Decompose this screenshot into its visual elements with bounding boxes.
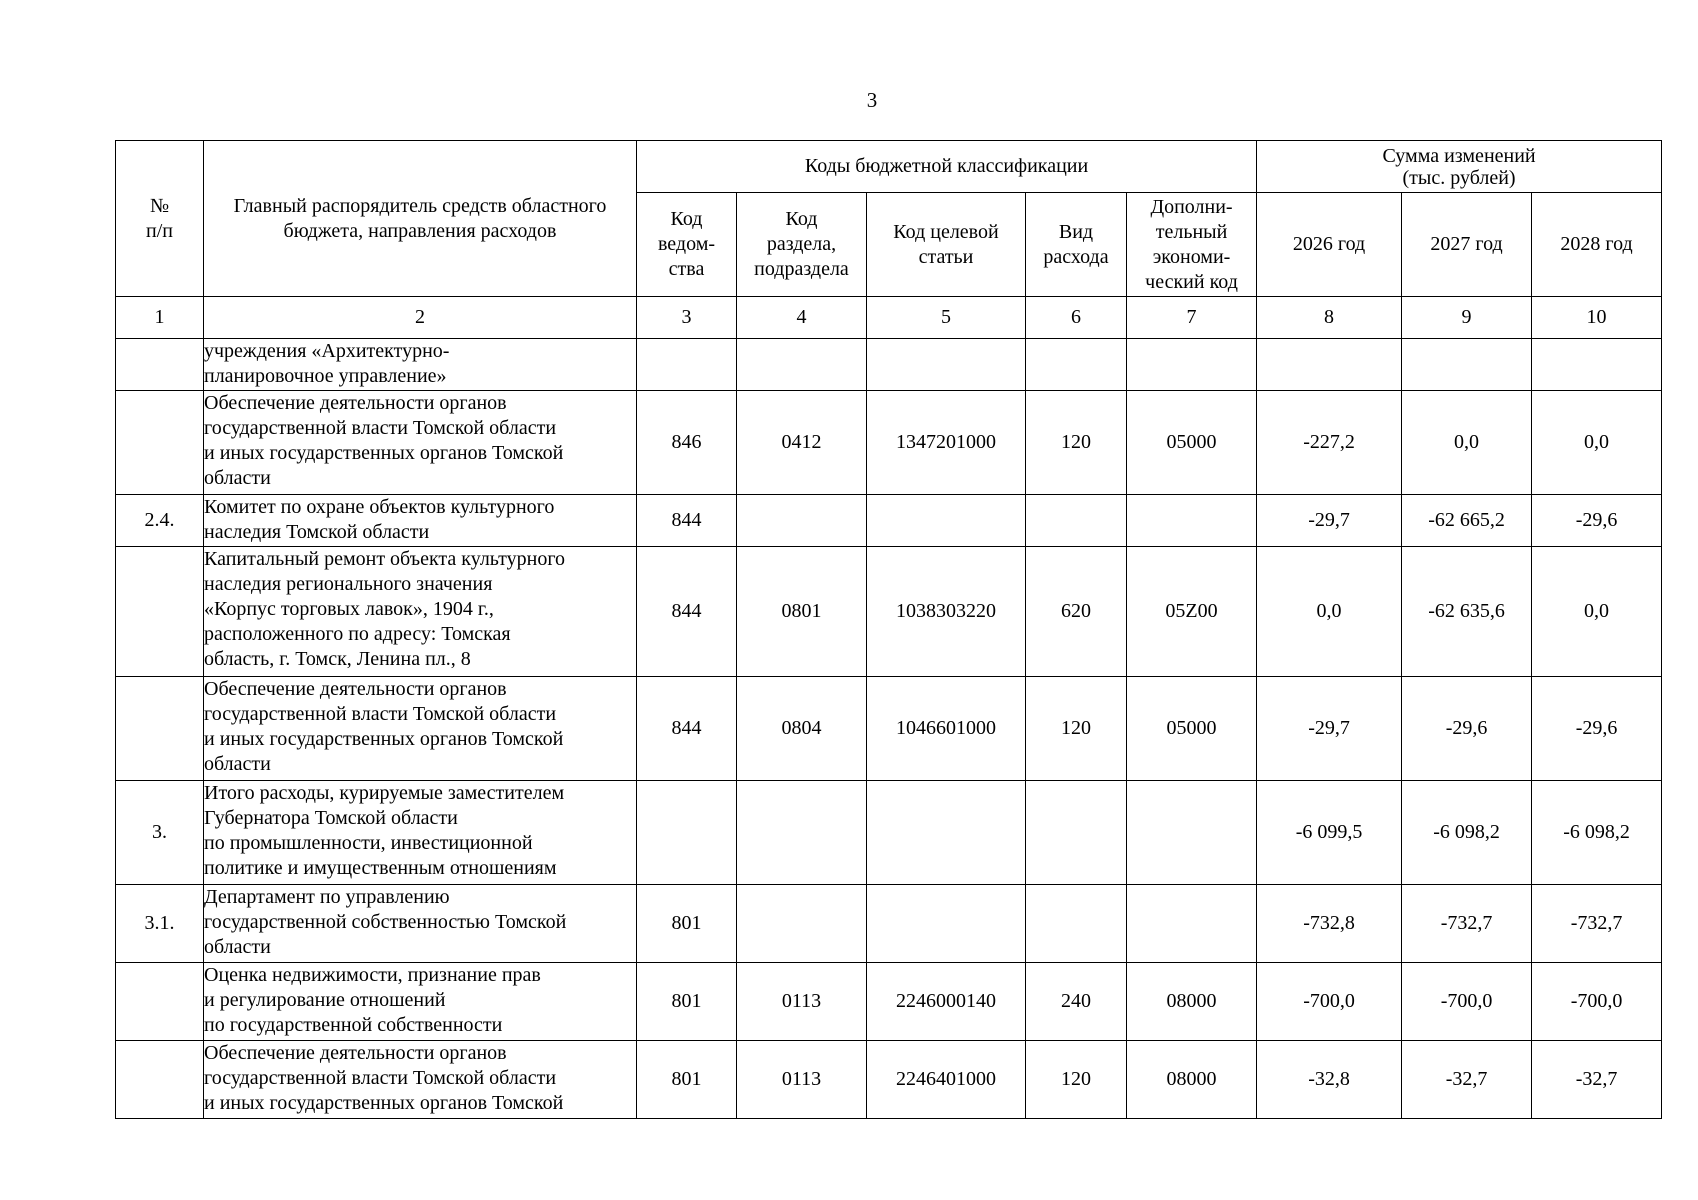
sum-2027-cell: -6 098,2: [1402, 781, 1532, 885]
table-row: [116, 885, 1662, 963]
row-number-cell: [116, 339, 204, 391]
sum-2028-cell: 0,0: [1532, 391, 1662, 495]
index-cell: 1: [116, 297, 204, 339]
sum-2026-cell: -29,7: [1257, 495, 1402, 547]
ved-code-cell: [637, 339, 737, 391]
sum-2026-cell: -732,8: [1257, 885, 1402, 963]
table-row: [116, 547, 1662, 677]
index-cell: 6: [1026, 297, 1127, 339]
sum-2027-cell: -732,7: [1402, 885, 1532, 963]
dop-code-cell: [1127, 495, 1257, 547]
table-row: [116, 495, 1662, 547]
row-name-cell: Капитальный ремонт объекта культурного наследия регионального значения «Корпус торговых лавок», 1904 г., расположенного по адресу: Томская область, г. Томск, Ленина пл., 8: [204, 547, 637, 677]
sum-2028-cell: -700,0: [1532, 963, 1662, 1041]
table-row: [116, 781, 1662, 885]
page-number: 3: [866, 88, 878, 112]
sum-2027-cell: -29,6: [1402, 677, 1532, 781]
dop-code-cell: 05000: [1127, 391, 1257, 495]
col-header-dop: Дополни- тельный экономи- ческий код: [1127, 193, 1257, 297]
col-header-ved: Код ведом- ства: [637, 193, 737, 297]
sum-2026-cell: -29,7: [1257, 677, 1402, 781]
sum-2028-cell: -32,7: [1532, 1041, 1662, 1119]
cel-code-cell: 2246000140: [867, 963, 1026, 1041]
sum-2028-cell: 0,0: [1532, 547, 1662, 677]
ved-code-cell: 801: [637, 885, 737, 963]
razdel-code-cell: [737, 885, 867, 963]
cel-code-cell: 2246401000: [867, 1041, 1026, 1119]
vid-code-cell: 120: [1026, 677, 1127, 781]
col-group-codes: Коды бюджетной классификации: [637, 141, 1257, 193]
table-row: [116, 339, 1662, 391]
sum-2026-cell: 0,0: [1257, 547, 1402, 677]
razdel-code-cell: [737, 339, 867, 391]
ved-code-cell: 844: [637, 495, 737, 547]
vid-code-cell: [1026, 885, 1127, 963]
razdel-code-cell: 0804: [737, 677, 867, 781]
row-number-cell: 2.4.: [116, 495, 204, 547]
sum-2027-cell: -700,0: [1402, 963, 1532, 1041]
ved-code-cell: 846: [637, 391, 737, 495]
sum-2027-cell: 0,0: [1402, 391, 1532, 495]
ved-code-cell: 844: [637, 547, 737, 677]
row-number-cell: [116, 677, 204, 781]
razdel-code-cell: 0113: [737, 963, 867, 1041]
dop-code-cell: [1127, 885, 1257, 963]
budget-changes-table: [115, 140, 1662, 1119]
sum-2027-cell: -62 665,2: [1402, 495, 1532, 547]
index-cell: 8: [1257, 297, 1402, 339]
index-cell: 3: [637, 297, 737, 339]
cel-code-cell: [867, 885, 1026, 963]
column-index-row: [116, 297, 1662, 339]
vid-code-cell: 120: [1026, 391, 1127, 495]
table-row: [116, 677, 1662, 781]
row-name-cell: Комитет по охране объектов культурного наследия Томской области: [204, 495, 637, 547]
vid-code-cell: 240: [1026, 963, 1127, 1041]
cel-code-cell: [867, 781, 1026, 885]
row-name-cell: Обеспечение деятельности органов государственной власти Томской области и иных государственных органов Томской области: [204, 677, 637, 781]
col-header-2026: 2026 год: [1257, 193, 1402, 297]
col-group-sum: Сумма изменений (тыс. рублей): [1257, 141, 1662, 193]
table-row: [116, 1041, 1662, 1119]
cel-code-cell: 1038303220: [867, 547, 1026, 677]
row-number-cell: 3.: [116, 781, 204, 885]
index-cell: 9: [1402, 297, 1532, 339]
vid-code-cell: [1026, 339, 1127, 391]
col-header-num: № п/п: [116, 141, 204, 297]
razdel-code-cell: 0412: [737, 391, 867, 495]
row-number-cell: [116, 963, 204, 1041]
col-header-vid: Вид расхода: [1026, 193, 1127, 297]
sum-2026-cell: [1257, 339, 1402, 391]
razdel-code-cell: [737, 781, 867, 885]
vid-code-cell: [1026, 495, 1127, 547]
cel-code-cell: [867, 495, 1026, 547]
index-cell: 7: [1127, 297, 1257, 339]
index-cell: 4: [737, 297, 867, 339]
col-header-2028: 2028 год: [1532, 193, 1662, 297]
sum-2028-cell: -29,6: [1532, 677, 1662, 781]
dop-code-cell: [1127, 339, 1257, 391]
row-number-cell: [116, 547, 204, 677]
vid-code-cell: [1026, 781, 1127, 885]
sum-2028-cell: -732,7: [1532, 885, 1662, 963]
sum-2026-cell: -32,8: [1257, 1041, 1402, 1119]
row-name-cell: Итого расходы, курируемые заместителем Губернатора Томской области по промышленности, инвестиционной политике и имущественным отношениям: [204, 781, 637, 885]
col-header-cel: Код целевой статьи: [867, 193, 1026, 297]
vid-code-cell: 120: [1026, 1041, 1127, 1119]
sum-2026-cell: -227,2: [1257, 391, 1402, 495]
dop-code-cell: 05Z00: [1127, 547, 1257, 677]
sum-2028-cell: -29,6: [1532, 495, 1662, 547]
sum-2028-cell: [1532, 339, 1662, 391]
row-name-cell: учреждения «Архитектурно- планировочное управление»: [204, 339, 637, 391]
ved-code-cell: 801: [637, 1041, 737, 1119]
dop-code-cell: 08000: [1127, 1041, 1257, 1119]
sum-2026-cell: -6 099,5: [1257, 781, 1402, 885]
dop-code-cell: 08000: [1127, 963, 1257, 1041]
row-name-cell: Департамент по управлению государственной собственностью Томской области: [204, 885, 637, 963]
index-cell: 2: [204, 297, 637, 339]
index-cell: 10: [1532, 297, 1662, 339]
col-header-2027: 2027 год: [1402, 193, 1532, 297]
vid-code-cell: 620: [1026, 547, 1127, 677]
razdel-code-cell: [737, 495, 867, 547]
dop-code-cell: 05000: [1127, 677, 1257, 781]
row-name-cell: Обеспечение деятельности органов государственной власти Томской области и иных государственных органов Томской области: [204, 391, 637, 495]
index-cell: 5: [867, 297, 1026, 339]
table-row: [116, 963, 1662, 1041]
sum-2027-cell: [1402, 339, 1532, 391]
row-number-cell: [116, 1041, 204, 1119]
sum-2026-cell: -700,0: [1257, 963, 1402, 1041]
sum-2027-cell: -32,7: [1402, 1041, 1532, 1119]
cel-code-cell: 1046601000: [867, 677, 1026, 781]
row-number-cell: [116, 391, 204, 495]
razdel-code-cell: 0113: [737, 1041, 867, 1119]
row-name-cell: Обеспечение деятельности органов государственной власти Томской области и иных государственных органов Томской: [204, 1041, 637, 1119]
cel-code-cell: [867, 339, 1026, 391]
col-header-razdel: Код раздела, подраздела: [737, 193, 867, 297]
razdel-code-cell: 0801: [737, 547, 867, 677]
table-row: [116, 391, 1662, 495]
row-name-cell: Оценка недвижимости, признание прав и регулирование отношений по государственной собственности: [204, 963, 637, 1041]
ved-code-cell: 801: [637, 963, 737, 1041]
cel-code-cell: 1347201000: [867, 391, 1026, 495]
sum-2028-cell: -6 098,2: [1532, 781, 1662, 885]
dop-code-cell: [1127, 781, 1257, 885]
ved-code-cell: 844: [637, 677, 737, 781]
sum-2027-cell: -62 635,6: [1402, 547, 1532, 677]
ved-code-cell: [637, 781, 737, 885]
row-number-cell: 3.1.: [116, 885, 204, 963]
col-header-name: Главный распорядитель средств областного бюджета, направления расходов: [204, 141, 637, 297]
